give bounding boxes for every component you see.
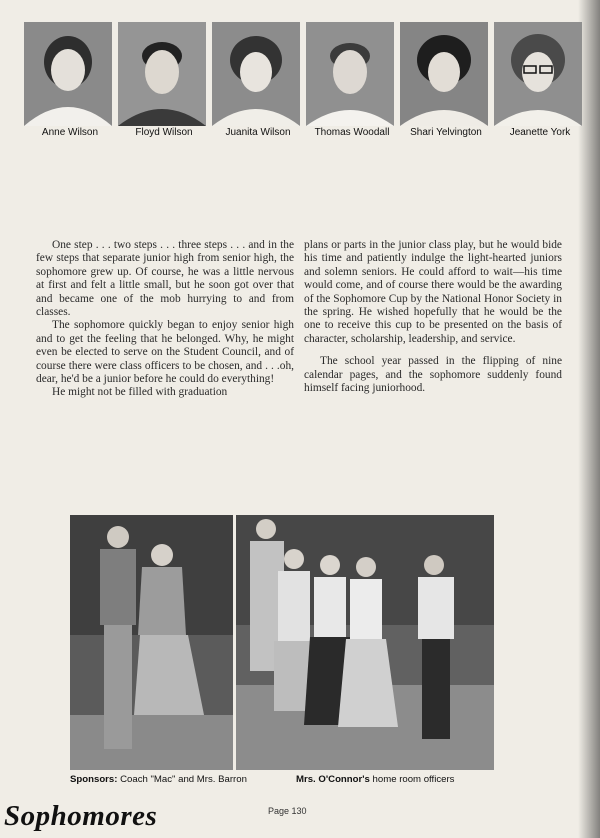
- portrait-photo: [494, 22, 582, 126]
- portrait-name: Juanita Wilson: [225, 127, 291, 138]
- section-title: Sophomores: [4, 800, 158, 832]
- portrait-photo: [118, 22, 206, 126]
- caption-text: home room officers: [369, 774, 455, 785]
- portrait-name: Thomas Woodall: [314, 127, 390, 138]
- article-paragraph: He might not be filled with graduation: [52, 386, 228, 399]
- caption-label: Sponsors:: [70, 774, 118, 785]
- caption-label: Mrs. O'Connor's: [296, 774, 370, 785]
- sponsors-caption: [70, 774, 247, 785]
- officers-photo: [236, 515, 494, 770]
- portrait-photo: [306, 22, 394, 126]
- sponsors-photo: [70, 515, 233, 770]
- portrait-row: [24, 22, 584, 126]
- portrait-photo: [24, 22, 112, 126]
- portrait-name: Jeanette York: [509, 127, 571, 138]
- article-right-column: [304, 239, 562, 395]
- caption-text: Coach "Mac" and Mrs. Barron: [117, 774, 247, 785]
- article-paragraph: The sophomore quickly began to enjoy senior high and to get the feeling that he belonged. Why, he might even be elected to serve on the Student Council, and of course there were class officers to be chosen, and . . .oh, dear, he'd be a junior before he could do everything!: [36, 319, 294, 386]
- officers-caption: [296, 774, 454, 785]
- portrait-name: Shari Yelvington: [410, 127, 482, 138]
- article-left-column: [36, 239, 294, 400]
- portrait-photo: [212, 22, 300, 126]
- portrait-name: Floyd Wilson: [135, 127, 193, 138]
- article-paragraph: The school year passed in the flipping of nine calendar pages, and the sophomore suddenly found himself facing juniorhood.: [304, 355, 562, 395]
- page-number: Page 130: [268, 806, 307, 816]
- portrait-photo: [400, 22, 488, 126]
- article-paragraph: One step . . . two steps . . . three steps . . . and in the few steps that separate junior high from senior high, the sophomore grew up. Of course, he was a little nervous at first and felt a little small, but he soon got over that and became one of the mob hurrying to and from classes.: [36, 239, 294, 319]
- article-paragraph: plans or parts in the junior class play, but he would bide his time and patiently indulge the light-hearted juniors and solemn seniors. He could afford to wait—his time would come, and of course there would be the awarding of the Sophomore Cup by the National Honor Society in the spring. He wished hopefully that he would be the one to receive this cup to be presented on the basis of character, scholarship, leadership, and service.: [304, 239, 562, 345]
- portrait-name: Anne Wilson: [41, 127, 99, 138]
